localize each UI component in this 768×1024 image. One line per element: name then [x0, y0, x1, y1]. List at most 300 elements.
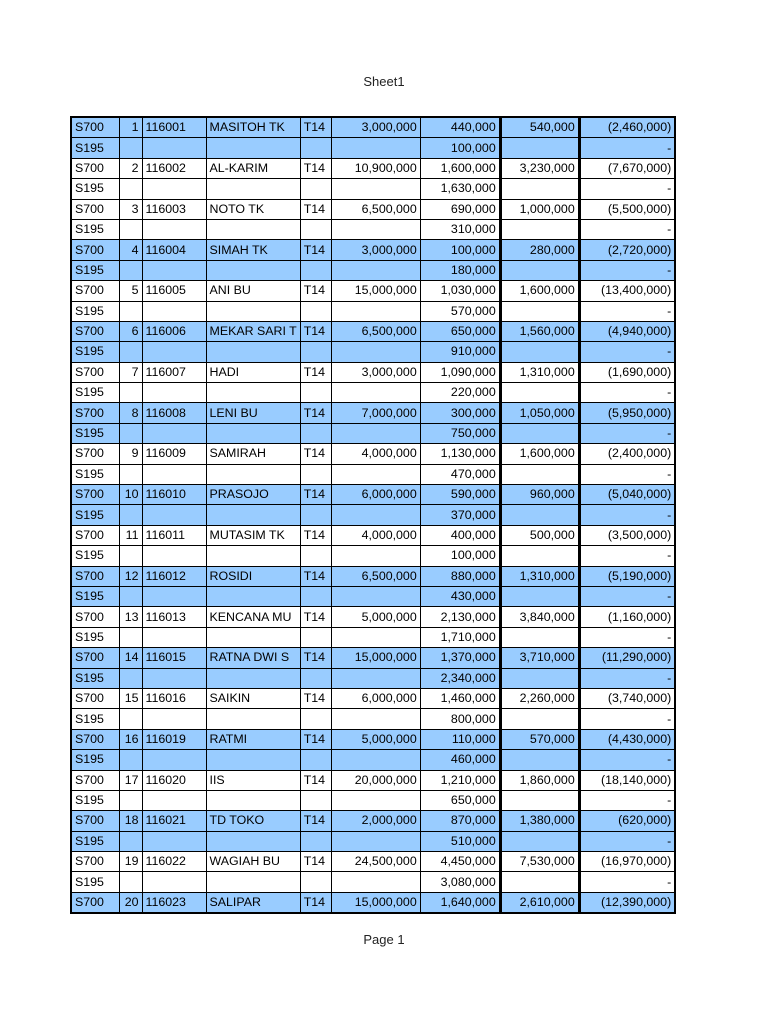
cell-type: T14	[300, 240, 331, 260]
cell-no	[119, 505, 142, 525]
cell-type: T14	[300, 199, 331, 219]
cell-id: 116002	[142, 158, 206, 178]
cell-code: S700	[71, 240, 119, 260]
cell-name: RATMI	[206, 729, 300, 749]
table-body	[71, 117, 675, 913]
cell-type: T14	[300, 362, 331, 382]
cell-payment: 460,000	[420, 750, 500, 770]
cell-amount	[331, 260, 420, 280]
cell-name: HADI	[206, 362, 300, 382]
cell-total: 280,000	[500, 240, 579, 260]
cell-code: S195	[71, 260, 119, 280]
cell-code: S700	[71, 525, 119, 545]
cell-type: T14	[300, 852, 331, 872]
cell-name	[206, 750, 300, 770]
cell-amount: 10,900,000	[331, 158, 420, 178]
cell-no	[119, 668, 142, 688]
cell-payment: 910,000	[420, 342, 500, 362]
cell-name: SALIPAR	[206, 892, 300, 913]
cell-id: 116021	[142, 811, 206, 831]
table-row	[71, 117, 675, 138]
cell-balance: (620,000)	[579, 811, 675, 831]
cell-type	[300, 342, 331, 362]
table-row	[71, 607, 675, 627]
cell-id	[142, 138, 206, 158]
cell-code: S700	[71, 321, 119, 341]
cell-id	[142, 831, 206, 851]
cell-no	[119, 342, 142, 362]
cell-total: 1,310,000	[500, 362, 579, 382]
table-row	[71, 158, 675, 178]
cell-id	[142, 750, 206, 770]
cell-balance: (2,460,000)	[579, 117, 675, 138]
table-row	[71, 709, 675, 729]
table-row	[71, 240, 675, 260]
cell-total: 1,560,000	[500, 321, 579, 341]
cell-payment: 650,000	[420, 790, 500, 810]
cell-total: 3,840,000	[500, 607, 579, 627]
cell-code: S700	[71, 892, 119, 913]
cell-balance: (4,940,000)	[579, 321, 675, 341]
cell-amount: 15,000,000	[331, 892, 420, 913]
cell-amount: 6,500,000	[331, 566, 420, 586]
cell-balance: (11,290,000)	[579, 648, 675, 668]
cell-no: 4	[119, 240, 142, 260]
cell-total	[500, 831, 579, 851]
cell-balance: -	[579, 709, 675, 729]
cell-balance: (3,740,000)	[579, 688, 675, 708]
cell-id: 116004	[142, 240, 206, 260]
cell-code: S700	[71, 852, 119, 872]
cell-type: T14	[300, 607, 331, 627]
cell-total: 7,530,000	[500, 852, 579, 872]
cell-name: MASITOH TK	[206, 117, 300, 138]
cell-balance: (5,500,000)	[579, 199, 675, 219]
cell-total: 1,050,000	[500, 403, 579, 423]
cell-amount	[331, 505, 420, 525]
cell-name	[206, 627, 300, 647]
cell-payment: 1,090,000	[420, 362, 500, 382]
cell-name	[206, 179, 300, 199]
cell-amount	[331, 179, 420, 199]
cell-type	[300, 627, 331, 647]
cell-total: 1,000,000	[500, 199, 579, 219]
cell-no: 9	[119, 444, 142, 464]
cell-id	[142, 423, 206, 443]
cell-code: S700	[71, 688, 119, 708]
cell-type	[300, 179, 331, 199]
cell-no	[119, 423, 142, 443]
cell-no: 20	[119, 892, 142, 913]
cell-payment: 2,130,000	[420, 607, 500, 627]
cell-amount	[331, 423, 420, 443]
cell-code: S700	[71, 729, 119, 749]
table-row	[71, 383, 675, 403]
cell-amount	[331, 709, 420, 729]
cell-total	[500, 668, 579, 688]
cell-name	[206, 831, 300, 851]
table-row	[71, 321, 675, 341]
cell-no	[119, 383, 142, 403]
cell-balance: -	[579, 179, 675, 199]
cell-no: 3	[119, 199, 142, 219]
cell-id: 116023	[142, 892, 206, 913]
cell-payment: 510,000	[420, 831, 500, 851]
table-row	[71, 831, 675, 851]
cell-no	[119, 709, 142, 729]
cell-code: S700	[71, 199, 119, 219]
cell-balance: (13,400,000)	[579, 281, 675, 301]
cell-total	[500, 423, 579, 443]
cell-payment: 2,340,000	[420, 668, 500, 688]
cell-no: 2	[119, 158, 142, 178]
cell-balance: (16,970,000)	[579, 852, 675, 872]
cell-id: 116020	[142, 770, 206, 790]
cell-name	[206, 546, 300, 566]
cell-id	[142, 790, 206, 810]
cell-amount: 3,000,000	[331, 362, 420, 382]
cell-total	[500, 750, 579, 770]
cell-balance: (5,950,000)	[579, 403, 675, 423]
cell-amount: 4,000,000	[331, 525, 420, 545]
table-row	[71, 729, 675, 749]
cell-name: MUTASIM TK	[206, 525, 300, 545]
cell-no	[119, 831, 142, 851]
cell-id: 116007	[142, 362, 206, 382]
cell-balance: (2,720,000)	[579, 240, 675, 260]
table-row	[71, 281, 675, 301]
cell-no	[119, 219, 142, 239]
cell-total	[500, 586, 579, 606]
table-row	[71, 342, 675, 362]
cell-balance: (4,430,000)	[579, 729, 675, 749]
table-row	[71, 627, 675, 647]
cell-code: S195	[71, 790, 119, 810]
table-row	[71, 586, 675, 606]
cell-code: S195	[71, 179, 119, 199]
cell-no: 15	[119, 688, 142, 708]
cell-code: S195	[71, 219, 119, 239]
cell-type: T14	[300, 117, 331, 138]
cell-amount: 15,000,000	[331, 648, 420, 668]
cell-name: LENI BU	[206, 403, 300, 423]
cell-name	[206, 709, 300, 729]
cell-type	[300, 138, 331, 158]
cell-code: S195	[71, 872, 119, 892]
cell-name	[206, 872, 300, 892]
cell-no	[119, 260, 142, 280]
cell-balance: -	[579, 790, 675, 810]
cell-code: S700	[71, 648, 119, 668]
cell-type	[300, 790, 331, 810]
cell-type: T14	[300, 688, 331, 708]
cell-code: S700	[71, 117, 119, 138]
cell-no	[119, 790, 142, 810]
cell-name: PRASOJO	[206, 485, 300, 505]
cell-amount: 3,000,000	[331, 117, 420, 138]
cell-total: 1,380,000	[500, 811, 579, 831]
cell-type	[300, 301, 331, 321]
cell-total: 540,000	[500, 117, 579, 138]
page-number: Page 1	[363, 932, 405, 947]
cell-name: SIMAH TK	[206, 240, 300, 260]
cell-type	[300, 383, 331, 403]
cell-amount: 6,500,000	[331, 199, 420, 219]
cell-code: S195	[71, 423, 119, 443]
cell-no: 17	[119, 770, 142, 790]
cell-amount: 4,000,000	[331, 444, 420, 464]
cell-balance: -	[579, 219, 675, 239]
cell-id: 116016	[142, 688, 206, 708]
cell-type: T14	[300, 321, 331, 341]
cell-no	[119, 546, 142, 566]
table-row	[71, 179, 675, 199]
table-row	[71, 770, 675, 790]
cell-type: T14	[300, 892, 331, 913]
cell-name: NOTO TK	[206, 199, 300, 219]
cell-total: 1,310,000	[500, 566, 579, 586]
cell-balance: -	[579, 750, 675, 770]
cell-code: S700	[71, 566, 119, 586]
cell-name	[206, 464, 300, 484]
cell-balance: -	[579, 464, 675, 484]
cell-total: 1,600,000	[500, 444, 579, 464]
cell-amount: 5,000,000	[331, 607, 420, 627]
cell-total: 500,000	[500, 525, 579, 545]
cell-total: 1,860,000	[500, 770, 579, 790]
table-row	[71, 872, 675, 892]
cell-name: IIS	[206, 770, 300, 790]
cell-id: 116006	[142, 321, 206, 341]
table-row	[71, 403, 675, 423]
cell-total	[500, 872, 579, 892]
cell-code: S195	[71, 342, 119, 362]
cell-payment: 1,600,000	[420, 158, 500, 178]
table-row	[71, 892, 675, 913]
cell-type	[300, 464, 331, 484]
cell-balance: -	[579, 668, 675, 688]
cell-no	[119, 179, 142, 199]
table-row	[71, 668, 675, 688]
cell-payment: 1,640,000	[420, 892, 500, 913]
cell-amount	[331, 138, 420, 158]
cell-amount	[331, 546, 420, 566]
cell-no: 5	[119, 281, 142, 301]
cell-balance: -	[579, 138, 675, 158]
table-row	[71, 525, 675, 545]
cell-id: 116010	[142, 485, 206, 505]
cell-type: T14	[300, 444, 331, 464]
cell-total	[500, 342, 579, 362]
cell-name: WAGIAH BU	[206, 852, 300, 872]
cell-id: 116013	[142, 607, 206, 627]
cell-amount	[331, 301, 420, 321]
cell-total	[500, 464, 579, 484]
cell-payment: 370,000	[420, 505, 500, 525]
cell-amount: 24,500,000	[331, 852, 420, 872]
table-row	[71, 444, 675, 464]
cell-code: S700	[71, 811, 119, 831]
cell-payment: 750,000	[420, 423, 500, 443]
cell-payment: 650,000	[420, 321, 500, 341]
cell-no	[119, 872, 142, 892]
cell-name	[206, 586, 300, 606]
table-row	[71, 219, 675, 239]
cell-code: S195	[71, 505, 119, 525]
cell-name	[206, 505, 300, 525]
cell-payment: 220,000	[420, 383, 500, 403]
cell-code: S700	[71, 444, 119, 464]
cell-amount	[331, 750, 420, 770]
cell-payment: 1,210,000	[420, 770, 500, 790]
cell-payment: 1,710,000	[420, 627, 500, 647]
cell-amount: 2,000,000	[331, 811, 420, 831]
cell-code: S195	[71, 831, 119, 851]
cell-amount: 20,000,000	[331, 770, 420, 790]
cell-code: S700	[71, 403, 119, 423]
cell-no: 13	[119, 607, 142, 627]
cell-payment: 1,370,000	[420, 648, 500, 668]
cell-id: 116008	[142, 403, 206, 423]
cell-total	[500, 627, 579, 647]
table-row	[71, 648, 675, 668]
table-row	[71, 362, 675, 382]
cell-no: 1	[119, 117, 142, 138]
cell-total: 2,260,000	[500, 688, 579, 708]
cell-name	[206, 219, 300, 239]
cell-code: S700	[71, 485, 119, 505]
cell-no: 14	[119, 648, 142, 668]
cell-balance: (2,400,000)	[579, 444, 675, 464]
table-row	[71, 301, 675, 321]
cell-id	[142, 668, 206, 688]
cell-code: S195	[71, 668, 119, 688]
cell-no	[119, 301, 142, 321]
cell-code: S195	[71, 546, 119, 566]
cell-total: 570,000	[500, 729, 579, 749]
cell-no: 7	[119, 362, 142, 382]
cell-type	[300, 546, 331, 566]
cell-no	[119, 464, 142, 484]
cell-payment: 870,000	[420, 811, 500, 831]
cell-type: T14	[300, 525, 331, 545]
cell-total	[500, 709, 579, 729]
cell-id	[142, 464, 206, 484]
cell-balance: -	[579, 627, 675, 647]
cell-payment: 110,000	[420, 729, 500, 749]
cell-no: 12	[119, 566, 142, 586]
cell-balance: (3,500,000)	[579, 525, 675, 545]
cell-amount: 6,500,000	[331, 321, 420, 341]
table-row	[71, 464, 675, 484]
sheet-title: Sheet1	[363, 74, 405, 89]
cell-no	[119, 750, 142, 770]
cell-payment: 440,000	[420, 117, 500, 138]
cell-id	[142, 505, 206, 525]
cell-code: S195	[71, 301, 119, 321]
cell-type: T14	[300, 403, 331, 423]
cell-no: 10	[119, 485, 142, 505]
cell-id	[142, 627, 206, 647]
table-row	[71, 688, 675, 708]
cell-amount	[331, 668, 420, 688]
cell-payment: 1,030,000	[420, 281, 500, 301]
table-row	[71, 811, 675, 831]
table-row	[71, 138, 675, 158]
cell-code: S195	[71, 383, 119, 403]
cell-type	[300, 586, 331, 606]
cell-type: T14	[300, 729, 331, 749]
cell-amount	[331, 872, 420, 892]
table-row	[71, 566, 675, 586]
cell-name: ANI BU	[206, 281, 300, 301]
cell-name	[206, 423, 300, 443]
cell-id: 116003	[142, 199, 206, 219]
cell-total	[500, 505, 579, 525]
cell-code: S195	[71, 586, 119, 606]
cell-code: S700	[71, 770, 119, 790]
cell-no: 19	[119, 852, 142, 872]
cell-payment: 4,450,000	[420, 852, 500, 872]
cell-type	[300, 750, 331, 770]
cell-id	[142, 219, 206, 239]
cell-type	[300, 709, 331, 729]
cell-balance: (18,140,000)	[579, 770, 675, 790]
table-row	[71, 260, 675, 280]
cell-type: T14	[300, 158, 331, 178]
cell-id	[142, 586, 206, 606]
cell-balance: -	[579, 301, 675, 321]
cell-balance: -	[579, 342, 675, 362]
cell-payment: 1,130,000	[420, 444, 500, 464]
cell-amount	[331, 586, 420, 606]
cell-code: S195	[71, 750, 119, 770]
cell-total	[500, 383, 579, 403]
cell-id	[142, 301, 206, 321]
cell-balance: (7,670,000)	[579, 158, 675, 178]
cell-code: S195	[71, 464, 119, 484]
cell-payment: 570,000	[420, 301, 500, 321]
table-row	[71, 485, 675, 505]
table-row	[71, 750, 675, 770]
cell-balance: -	[579, 383, 675, 403]
table-row	[71, 199, 675, 219]
cell-no: 6	[119, 321, 142, 341]
cell-id: 116005	[142, 281, 206, 301]
cell-type	[300, 423, 331, 443]
data-table	[70, 116, 676, 914]
cell-amount	[331, 464, 420, 484]
cell-type	[300, 505, 331, 525]
table-row	[71, 790, 675, 810]
cell-code: S700	[71, 158, 119, 178]
cell-amount	[331, 831, 420, 851]
cell-type: T14	[300, 281, 331, 301]
cell-payment: 1,460,000	[420, 688, 500, 708]
cell-amount	[331, 342, 420, 362]
cell-type: T14	[300, 566, 331, 586]
cell-id	[142, 260, 206, 280]
cell-payment: 590,000	[420, 485, 500, 505]
cell-balance: -	[579, 586, 675, 606]
cell-no: 18	[119, 811, 142, 831]
cell-id	[142, 383, 206, 403]
cell-payment: 1,630,000	[420, 179, 500, 199]
cell-id	[142, 546, 206, 566]
cell-total	[500, 179, 579, 199]
cell-name: SAIKIN	[206, 688, 300, 708]
cell-no: 8	[119, 403, 142, 423]
